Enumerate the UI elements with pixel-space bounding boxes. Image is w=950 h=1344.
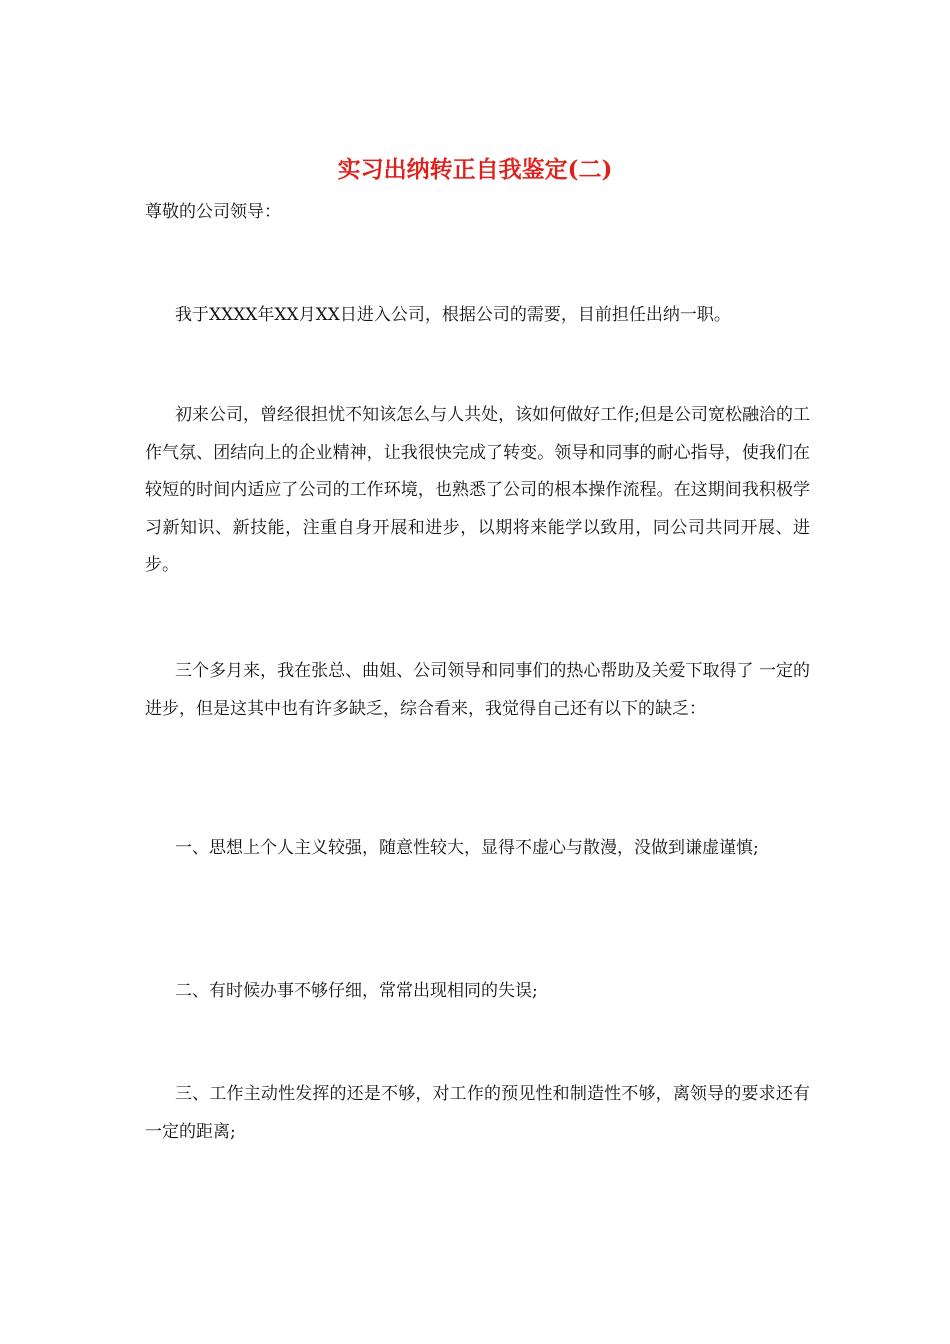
paragraph-start-date: 我于XXXX年XX月XX日进入公司，根据公司的需要，目前担任出纳一职。 xyxy=(175,305,731,325)
shortcoming-item-2: 二、有时候办事不够仔细，常常出现相同的失误; xyxy=(175,981,538,1001)
shortcoming-item-1: 一、思想上个人主义较强，随意性较大，显得不虚心与散漫，没做到谦虚谨慎; xyxy=(175,838,759,858)
paragraph-progress: 三个多月来，我在张总、曲姐、公司领导和同事们的热心帮助及关爱下取得了 一定的进步，但是这其中也有许多缺乏，综合看来，我觉得自己还有以下的缺乏： xyxy=(145,661,810,719)
salutation: 尊敬的公司领导： xyxy=(145,202,281,222)
paragraph-adaptation: 初来公司，曾经很担忧不知该怎么与人共处，该如何做好工作;但是公司宽松融洽的工作气氛、团结向上的企业精神，让我很快完成了转变。领导和同事的耐心指导，使我们在较短的时间内适应了公司的工作环境，也熟悉了公司的根本操作流程。在这期间我积极学习新知识、新技能，注重自身开展和进步，以期将来能学以致用，同公司共同开展、进步。 xyxy=(145,405,810,576)
shortcoming-item-3: 三、工作主动性发挥的还是不够，对工作的预见性和制造性不够，离领导的要求还有一定的距离; xyxy=(145,1084,810,1142)
document-title: 实习出纳转正自我鉴定(二) xyxy=(337,156,613,183)
